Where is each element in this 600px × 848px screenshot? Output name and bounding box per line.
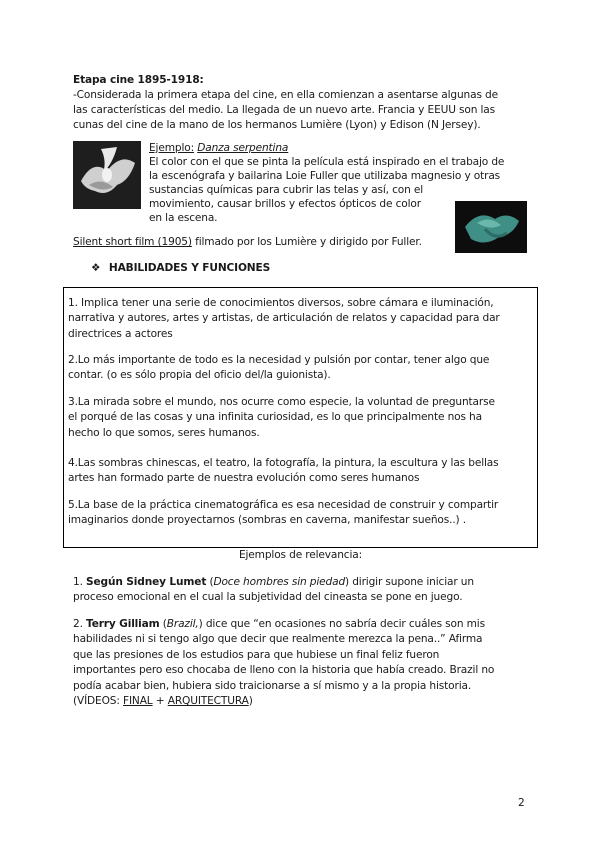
film-title: Brazil, (166, 618, 199, 630)
box-line: 2.Lo más importante de todo es la necesidad y pulsión por contar, tener algo que (68, 354, 490, 366)
film-still (455, 201, 527, 253)
box-item-1 (68, 296, 533, 342)
film-still-graphic (455, 201, 527, 253)
box-line: 4.Las sombras chinescas, el teatro, la fotografía, la pintura, la escultura y las bellas (68, 457, 499, 469)
box-line: 1. Implica tener una serie de conocimientos diversos, sobre cámara e iluminación, (68, 297, 494, 309)
item-text: ) dirigir supone iniciar un (345, 576, 474, 588)
box-line: narrativa y autores, artes y artistas, de articulación de relatos y capacidad para dar (68, 312, 500, 325)
director-name: Según Sidney Lumet (86, 576, 207, 588)
intro-line: cunas del cine de la mano de los hermanos Lumière (Lyon) y Edison (N Jersey). (73, 119, 481, 131)
box-line: contar. (o es sólo propia del oficio del/la guionista). (68, 369, 331, 382)
box-item-2 (68, 353, 533, 384)
relevance-heading: Ejemplos de relevancia: (238, 549, 363, 561)
relevance-item-2-line: que las presiones de los estudios para que hubiese un final feliz fueron (73, 648, 440, 661)
relevance-item-2-line: podía acabar bien, hubiera sido traicionarse a sí mismo y a la propia historia. (73, 679, 472, 692)
relevance-item-2 (73, 617, 528, 709)
dancer-photo-graphic (73, 141, 141, 209)
box-item-4 (68, 456, 533, 487)
example-line: la escenógrafa y bailarina Loie Fuller que utilizaba magnesio y otras (149, 170, 501, 182)
videos-suffix: ) (248, 695, 253, 708)
box-line: artes han formado parte de nuestra evolución como seres humanos (68, 472, 420, 485)
box-line: 5.La base de la práctica cinematográfica es esa necesidad de construir y compartir (68, 499, 499, 511)
item-text: ) dice que “en ocasiones no sabría decir cuáles son mis (198, 618, 485, 630)
box-item-3 (68, 395, 533, 441)
skills-box (63, 287, 538, 548)
example-title: Danza serpentina (197, 142, 289, 154)
film-caption (73, 235, 422, 250)
intro-line: -Considerada la primera etapa del cine, en ella comienzan a asentarse algunas de (73, 89, 498, 101)
caption-text: filmado por los Lumière y dirigido por Fuller. (191, 236, 422, 248)
relevance-item-2-line: importantes pero eso chocaba de lleno con la historia que había creado. Brazil no (73, 664, 495, 677)
video-link-arquitectura[interactable]: ARQUITECTURA (167, 695, 249, 708)
video-link-final[interactable]: FINAL (123, 695, 153, 708)
diamond-bullet-icon: ❖ (91, 262, 101, 274)
example-line: movimiento, causar brillos y efectos ópticos de color (149, 198, 421, 210)
box-line: el porqué de las cosas y una infinita curiosidad, es lo que principalmente nos ha (68, 411, 482, 424)
relevance-item-2-line: 2. Terry Gilliam (Brazil,) dice que “en ocasiones no sabría decir cuáles son mis (73, 618, 485, 630)
example-line: El color con el que se pinta la película está inspirado en el trabajo de (149, 156, 505, 168)
box-line: 3.La mirada sobre el mundo, nos ocurre como especie, la voluntad de preguntarse (68, 396, 495, 408)
videos-line (73, 694, 528, 709)
skills-heading-text: HABILIDADES Y FUNCIONES (108, 262, 271, 274)
page-number: 2 (518, 797, 525, 809)
relevance-item-1 (73, 575, 528, 606)
box-line: hecho lo que somos, seres humanos. (68, 426, 260, 439)
item-number: 1. (73, 576, 87, 588)
silent-film-link[interactable]: Silent short film (1905) (73, 236, 192, 248)
dancer-photo (73, 141, 141, 209)
section-title: Etapa cine 1895-1918: (73, 74, 204, 86)
skills-heading (91, 261, 270, 276)
relevance-item-2-line: habilidades ni si tengo algo que decir que realmente merezca la pena..” Afirma (73, 633, 483, 646)
example-label: Ejemplo: (149, 142, 194, 154)
relevance-item-1-line: proceso emocional en el cual la subjetividad del cineasta se pone en juego. (73, 591, 463, 604)
videos-prefix: (VÍDEOS: (73, 695, 124, 708)
intro-line: las características del medio. La llegada de un nuevo arte. Francia y EEUU son las (73, 104, 496, 116)
item-number: 2. (73, 618, 87, 630)
box-line: directrices a actores (68, 327, 173, 340)
relevance-item-1-line: 1. Según Sidney Lumet (Doce hombres sin piedad) dirigir supone iniciar un (73, 576, 474, 588)
film-title: Doce hombres sin piedad (213, 576, 346, 588)
example-line: en la escena. (149, 212, 218, 224)
videos-separator: + (152, 695, 168, 708)
example-line: sustancias químicas para cubrir las telas y así, con el (149, 184, 424, 196)
box-line: imaginarios donde proyectarnos (sombras en caverna, manifestar sueños..) . (68, 514, 466, 527)
director-name: Terry Gilliam (86, 618, 160, 630)
box-item-5 (68, 498, 533, 529)
